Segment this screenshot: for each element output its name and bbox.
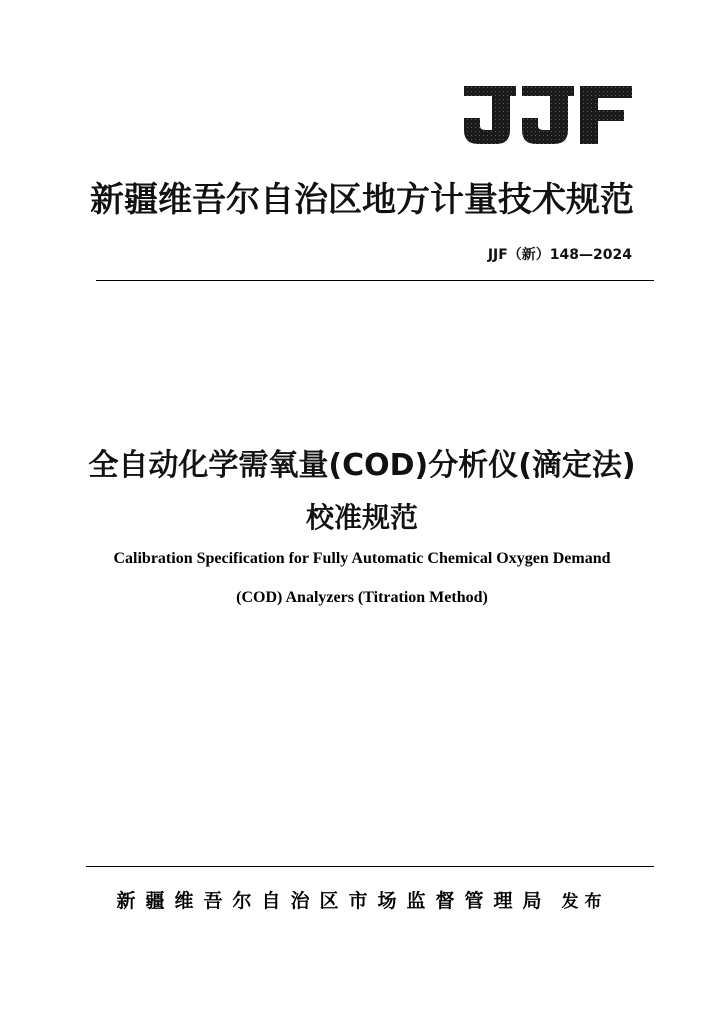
standard-code: JJF（新）148—2024: [487, 247, 632, 263]
top-divider: [96, 280, 654, 281]
logo-letter-j2: [522, 86, 574, 144]
title-cn-line1: 全自动化学需氧量(COD)分析仪(滴定法): [88, 448, 636, 483]
bottom-divider: [86, 866, 654, 867]
issuer-name: 新疆维吾尔自治区市场监督管理局: [116, 890, 552, 912]
logo-letter-f: [580, 86, 632, 144]
title-cn-line2: 校准规范: [305, 501, 418, 534]
jjf-logo: [462, 86, 634, 144]
issue-word: 发布: [561, 892, 608, 912]
logo-letter-j1: [464, 86, 516, 144]
title-en-line2: (COD) Analyzers (Titration Method): [236, 589, 488, 606]
publisher-line: [0, 886, 724, 913]
title-en-line1: Calibration Specification for Fully Automatic Chemical Oxygen Demand: [113, 550, 611, 567]
org-title: 新疆维吾尔自治区地方计量技术规范: [90, 180, 634, 220]
